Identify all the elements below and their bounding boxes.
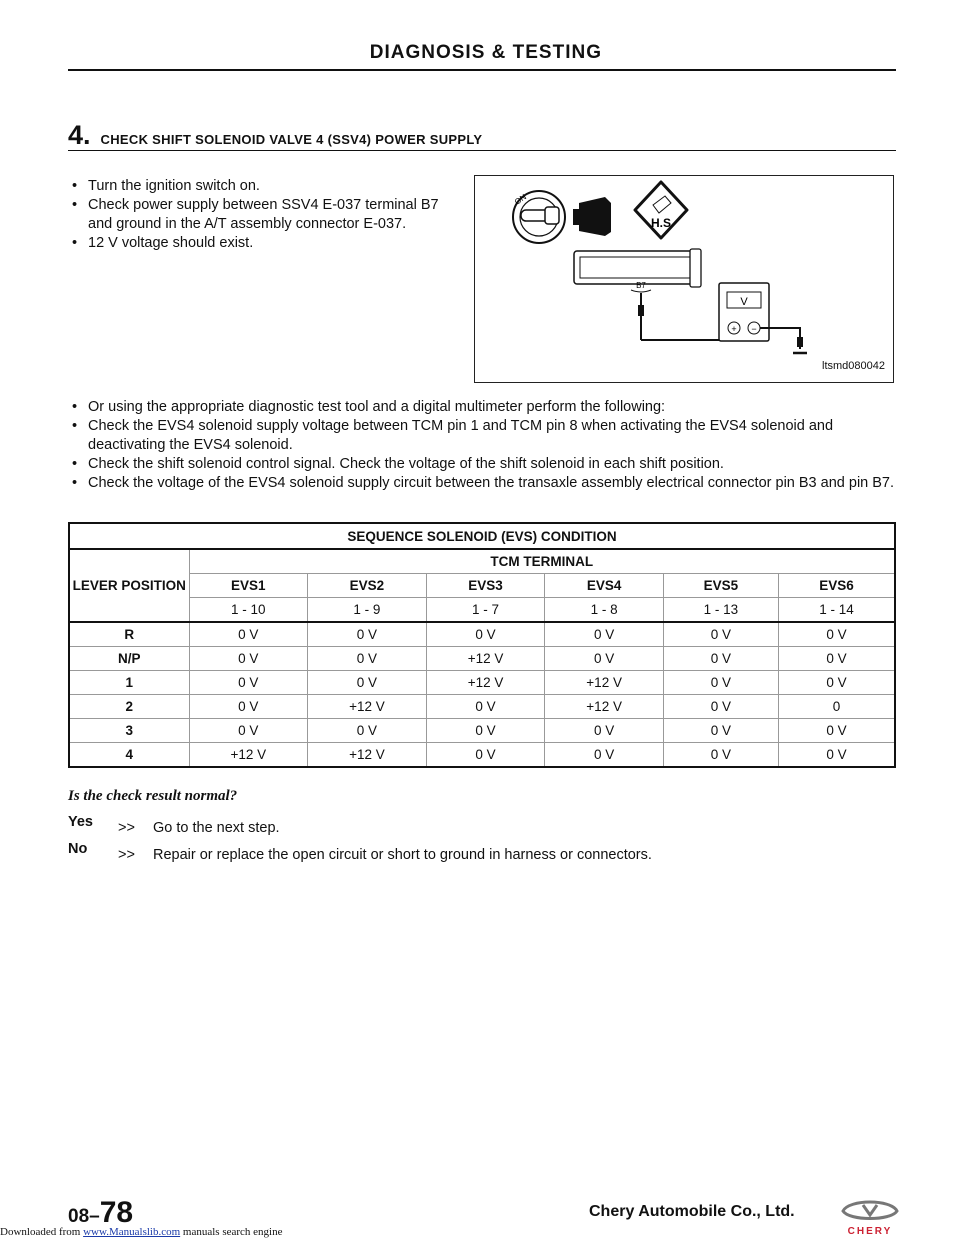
table-row bbox=[69, 647, 895, 671]
voltage-cell: 0 V bbox=[426, 719, 545, 743]
voltage-cell: 0 V bbox=[426, 743, 545, 768]
lever-position-cell: 2 bbox=[69, 695, 189, 719]
terminal-cell: 1 - 10 bbox=[189, 598, 308, 623]
list-item: • 12 V voltage should exist. bbox=[68, 234, 463, 253]
list-item: • Check power supply between SSV4 E-037 terminal B7 and ground in the A/T assembly connector E-037. bbox=[68, 196, 463, 234]
instruction-list bbox=[68, 177, 463, 253]
column-header: EVS5 bbox=[663, 574, 778, 598]
download-note bbox=[0, 1226, 282, 1238]
voltage-cell: 0 V bbox=[545, 622, 664, 647]
harness-connector-icon bbox=[574, 251, 699, 284]
voltage-cell: 0 V bbox=[308, 647, 427, 671]
wiring-figure bbox=[474, 175, 894, 383]
terminal-cell: 1 - 8 bbox=[545, 598, 664, 623]
voltage-cell: 0 V bbox=[545, 719, 664, 743]
lever-position-cell: R bbox=[69, 622, 189, 647]
voltage-cell: 0 V bbox=[663, 719, 778, 743]
svg-text:−: − bbox=[751, 324, 757, 334]
column-header: EVS4 bbox=[545, 574, 664, 598]
answer-yes bbox=[68, 814, 280, 836]
svg-text:+: + bbox=[731, 324, 737, 334]
voltage-cell: 0 bbox=[778, 695, 895, 719]
voltage-cell: 0 V bbox=[778, 671, 895, 695]
step-heading bbox=[68, 120, 482, 151]
answer-key: Yes bbox=[68, 814, 93, 830]
list-item: • Check the EVS4 solenoid supply voltage between TCM pin 1 and TCM pin 8 when activating the EVS4 solenoid and deactivating the EVS4 solenoid. bbox=[68, 417, 896, 455]
lever-position-cell: 3 bbox=[69, 719, 189, 743]
answer-no bbox=[68, 841, 652, 863]
voltage-cell: 0 V bbox=[778, 719, 895, 743]
list-item: • Check the shift solenoid control signal. Check the voltage of the shift solenoid in each shift position. bbox=[68, 455, 896, 474]
step-number: 4. bbox=[68, 120, 91, 150]
table-row bbox=[69, 719, 895, 743]
voltage-cell: 0 V bbox=[663, 671, 778, 695]
answer-text: Repair or replace the open circuit or short to ground in harness or connectors. bbox=[153, 847, 652, 863]
ignition-switch-icon bbox=[513, 191, 565, 243]
voltage-cell: 0 V bbox=[189, 647, 308, 671]
voltage-cell: 0 V bbox=[778, 647, 895, 671]
hs-diamond-icon bbox=[635, 182, 687, 238]
figure-id: ltsmd080042 bbox=[822, 360, 885, 372]
lever-position-header: LEVER POSITION bbox=[69, 549, 189, 622]
answer-arrow: >> bbox=[118, 847, 135, 863]
circuit-diagram bbox=[475, 176, 893, 382]
voltage-cell: 0 V bbox=[663, 695, 778, 719]
page-prefix: 08– bbox=[68, 1206, 100, 1227]
voltage-cell: +12 V bbox=[189, 743, 308, 768]
svg-text:CHERY: CHERY bbox=[847, 1226, 893, 1237]
page-number bbox=[68, 1196, 133, 1230]
table-row bbox=[69, 671, 895, 695]
column-header: EVS1 bbox=[189, 574, 308, 598]
list-item: • Turn the ignition switch on. bbox=[68, 177, 463, 196]
terminal-cell: 1 - 9 bbox=[308, 598, 427, 623]
svg-text:V: V bbox=[740, 296, 748, 308]
answer-text: Go to the next step. bbox=[153, 820, 280, 836]
header-rule bbox=[68, 69, 896, 71]
voltage-cell: +12 V bbox=[545, 695, 664, 719]
check-question: Is the check result normal? bbox=[68, 788, 238, 804]
table-row bbox=[69, 622, 895, 647]
download-prefix: Downloaded from bbox=[0, 1226, 84, 1238]
evs-condition-table bbox=[68, 522, 896, 768]
voltage-cell: 0 V bbox=[778, 622, 895, 647]
voltage-cell: +12 V bbox=[308, 695, 427, 719]
voltage-cell: +12 V bbox=[545, 671, 664, 695]
page-num: 78 bbox=[99, 1196, 134, 1229]
terminal-cell: 1 - 7 bbox=[426, 598, 545, 623]
voltage-cell: 0 V bbox=[426, 695, 545, 719]
svg-text:ON: ON bbox=[512, 192, 528, 207]
column-header: EVS6 bbox=[778, 574, 895, 598]
answer-key: No bbox=[68, 841, 88, 857]
chery-logo-icon bbox=[839, 1197, 901, 1237]
connector-icon bbox=[579, 197, 611, 236]
company-name: Chery Automobile Co., Ltd. bbox=[589, 1203, 795, 1220]
list-item: • Check the voltage of the EVS4 solenoid supply circuit between the transaxle assembly electrical connector pin B3 and pin B7. bbox=[68, 474, 896, 493]
lever-position-cell: 4 bbox=[69, 743, 189, 768]
voltage-cell: 0 V bbox=[663, 647, 778, 671]
voltage-cell: 0 V bbox=[308, 622, 427, 647]
voltage-cell: 0 V bbox=[189, 622, 308, 647]
header-title: DIAGNOSIS & TESTING bbox=[369, 42, 602, 63]
terminal-cell: 1 - 14 bbox=[778, 598, 895, 623]
voltage-cell: +12 V bbox=[426, 671, 545, 695]
voltage-cell: 0 V bbox=[308, 671, 427, 695]
download-suffix: manuals search engine bbox=[180, 1226, 283, 1238]
tcm-terminal-header: TCM TERMINAL bbox=[189, 549, 895, 574]
step-rule bbox=[68, 150, 896, 151]
column-header: EVS2 bbox=[308, 574, 427, 598]
voltage-cell: 0 V bbox=[426, 622, 545, 647]
table-row bbox=[69, 743, 895, 768]
voltage-cell: +12 V bbox=[308, 743, 427, 768]
voltage-cell: 0 V bbox=[189, 695, 308, 719]
voltage-cell: 0 V bbox=[663, 743, 778, 768]
voltage-cell: 0 V bbox=[778, 743, 895, 768]
voltage-cell: +12 V bbox=[426, 647, 545, 671]
voltage-cell: 0 V bbox=[308, 719, 427, 743]
svg-text:B7: B7 bbox=[636, 281, 646, 290]
terminal-cell: 1 - 13 bbox=[663, 598, 778, 623]
voltage-cell: 0 V bbox=[545, 743, 664, 768]
list-item: • Or using the appropriate diagnostic test tool and a digital multimeter perform the following: bbox=[68, 398, 896, 417]
lever-position-cell: N/P bbox=[69, 647, 189, 671]
table-row bbox=[69, 695, 895, 719]
voltmeter-icon bbox=[719, 283, 769, 341]
table-caption: SEQUENCE SOLENOID (EVS) CONDITION bbox=[69, 523, 895, 549]
voltage-cell: 0 V bbox=[545, 647, 664, 671]
voltage-cell: 0 V bbox=[189, 671, 308, 695]
chery-logo bbox=[839, 1197, 901, 1242]
lever-position-cell: 1 bbox=[69, 671, 189, 695]
column-header: EVS3 bbox=[426, 574, 545, 598]
manualslib-link[interactable]: www.Manualslib.com bbox=[83, 1226, 181, 1238]
svg-text:H.S: H.S bbox=[650, 216, 672, 230]
answer-arrow: >> bbox=[118, 820, 135, 836]
alternate-instruction-list bbox=[68, 398, 896, 493]
voltage-cell: 0 V bbox=[189, 719, 308, 743]
voltage-cell: 0 V bbox=[663, 622, 778, 647]
step-title: CHECK SHIFT SOLENOID VALVE 4 (SSV4) POWER SUPPLY bbox=[100, 132, 483, 147]
